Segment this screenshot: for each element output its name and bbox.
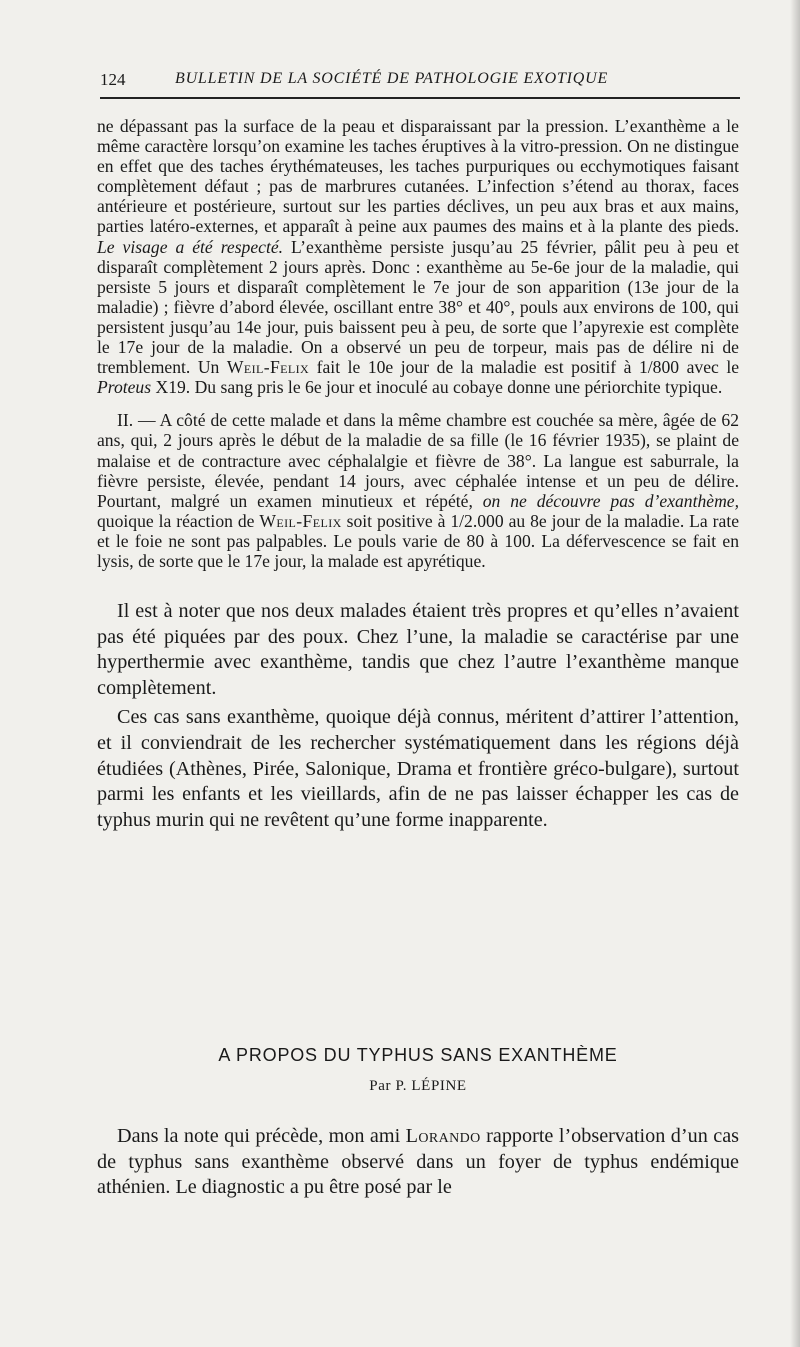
case-1-italic-proteus: Proteus bbox=[97, 377, 152, 398]
article-2-paragraph-1 bbox=[97, 1124, 739, 1201]
article-2-text-a: Dans la note qui précède, mon ami bbox=[117, 1125, 401, 1147]
case-1-text-d: X19. Du sang pris le 6e jour et inoculé au cobaye donne une périorchite typique. bbox=[155, 377, 723, 398]
case-1-text-b: L’exanthème persiste jusqu’au 25 février, pâlit peu à peu et disparaît complètement 2 jours après. Donc : exanthème au 5e-6e jour de la maladie, qui persiste 5 jours et disparaît complètement le 7e jour de son apparition (13e jour de la maladie) ; fièvre d’abord élevée, oscillant entre 38° et 40°, pouls aux environs de 100, qui persistent jusqu’au 14e jour, puis baissent peu à peu, de sorte que l’apyrexie est complète le 17e jour de la maladie. On a observé un peu de torpeur, mais pas de délire ni de tremblement. Un bbox=[97, 236, 740, 378]
article-2-text-b: rapporte l’observation d’un cas de typhus sans exanthème observé dans un foyer de typhus endémique athénien. Le diagnostic a pu être posé par le bbox=[97, 1125, 740, 1199]
article-2-body bbox=[97, 1124, 739, 1201]
case-1-weil-felix: Weil-Felix bbox=[226, 357, 310, 378]
article-title: A PROPOS DU TYPHUS SANS EXANTHÈME bbox=[218, 1045, 618, 1065]
case-2-italic: on ne découvre pas d’exanthème, bbox=[482, 490, 739, 511]
case-2-paragraph bbox=[97, 410, 739, 571]
conclusion-paragraph-1: Il est à noter que nos deux malades étaient très propres et qu’elles n’avaient pas été piquées par des poux. Chez l’une, la maladie se caractérise par une hyperthermie avec exanthème, tandis que chez l’autre l’exanthème manque complètement. bbox=[97, 600, 739, 699]
case-2-text-c: soit positive à 1/2.000 au 8e jour de la maladie. La rate et le foie ne sont pas palpables. Le pouls varie de 80 à 100. La défervescence se fait en lysis, de sorte que le 17e jour, la malade est apyrétique. bbox=[97, 510, 740, 571]
case-1-text-a: ne dépassant pas la surface de la peau et disparaissant par la pression. L’exanthème a le même caractère lorsqu’on examine les taches éruptives à la vitro-pression. On ne distingue en effet que des taches érythémateuses, les taches purpuriques ou ecchymotiques faisant complètement défaut ; pas de marbrures cutanées. L’infection s’étend au thorax, faces antérieure et postérieure, surtout sur les parties déclives, un peu aux bras et aux mains, parties latéro-externes, et apparaît à peine aux paumes des mains et à la plante des pieds. bbox=[97, 116, 739, 237]
case-2-weil-felix: Weil-Felix bbox=[259, 510, 342, 531]
article-author: Par P. LÉPINE bbox=[369, 1078, 467, 1094]
case-1-paragraph bbox=[97, 116, 739, 397]
case-1-italic-face: Le visage a été respecté. bbox=[97, 236, 284, 257]
page-number: 124 bbox=[100, 70, 126, 89]
case-1-text-c: fait le 10e jour de la maladie est positif à 1/800 avec le bbox=[316, 357, 740, 378]
running-header bbox=[100, 70, 740, 94]
running-title: BULLETIN DE LA SOCIÉTÉ DE PATHOLOGIE EXOTIQUE bbox=[175, 70, 609, 87]
case-2-text-b: quoique la réaction de bbox=[97, 510, 255, 531]
conclusion-paragraph-2: Ces cas sans exanthème, quoique déjà connus, méritent d’attirer l’attention, et il conviendrait de les rechercher systématiquement dans les régions déjà étudiées (Athènes, Pirée, Salonique, Drama et frontière gréco-bulgare), surtout parmi les enfants et les vieillards, afin de ne pas laisser échapper les cas de typhus murin qui ne revêtent qu’une forme inapparente. bbox=[97, 706, 739, 831]
header-rule bbox=[100, 97, 740, 99]
case-2-text-a: II. — A côté de cette malade et dans la même chambre est couchée sa mère, âgée de 62 ans, qui, 2 jours après le début de la maladie de sa fille (le 16 février 1935), se plaint de malaise et de contracture avec céphalalgie et fièvre de 38°. La langue est saburrale, la fièvre persiste, élevée, pendant 14 jours, avec céphalée intense et un peu de délire. Pourtant, malgré un examen minutieux et répété, bbox=[97, 410, 739, 511]
article-2-lorando: Lorando bbox=[405, 1125, 481, 1147]
article-body bbox=[97, 116, 739, 833]
